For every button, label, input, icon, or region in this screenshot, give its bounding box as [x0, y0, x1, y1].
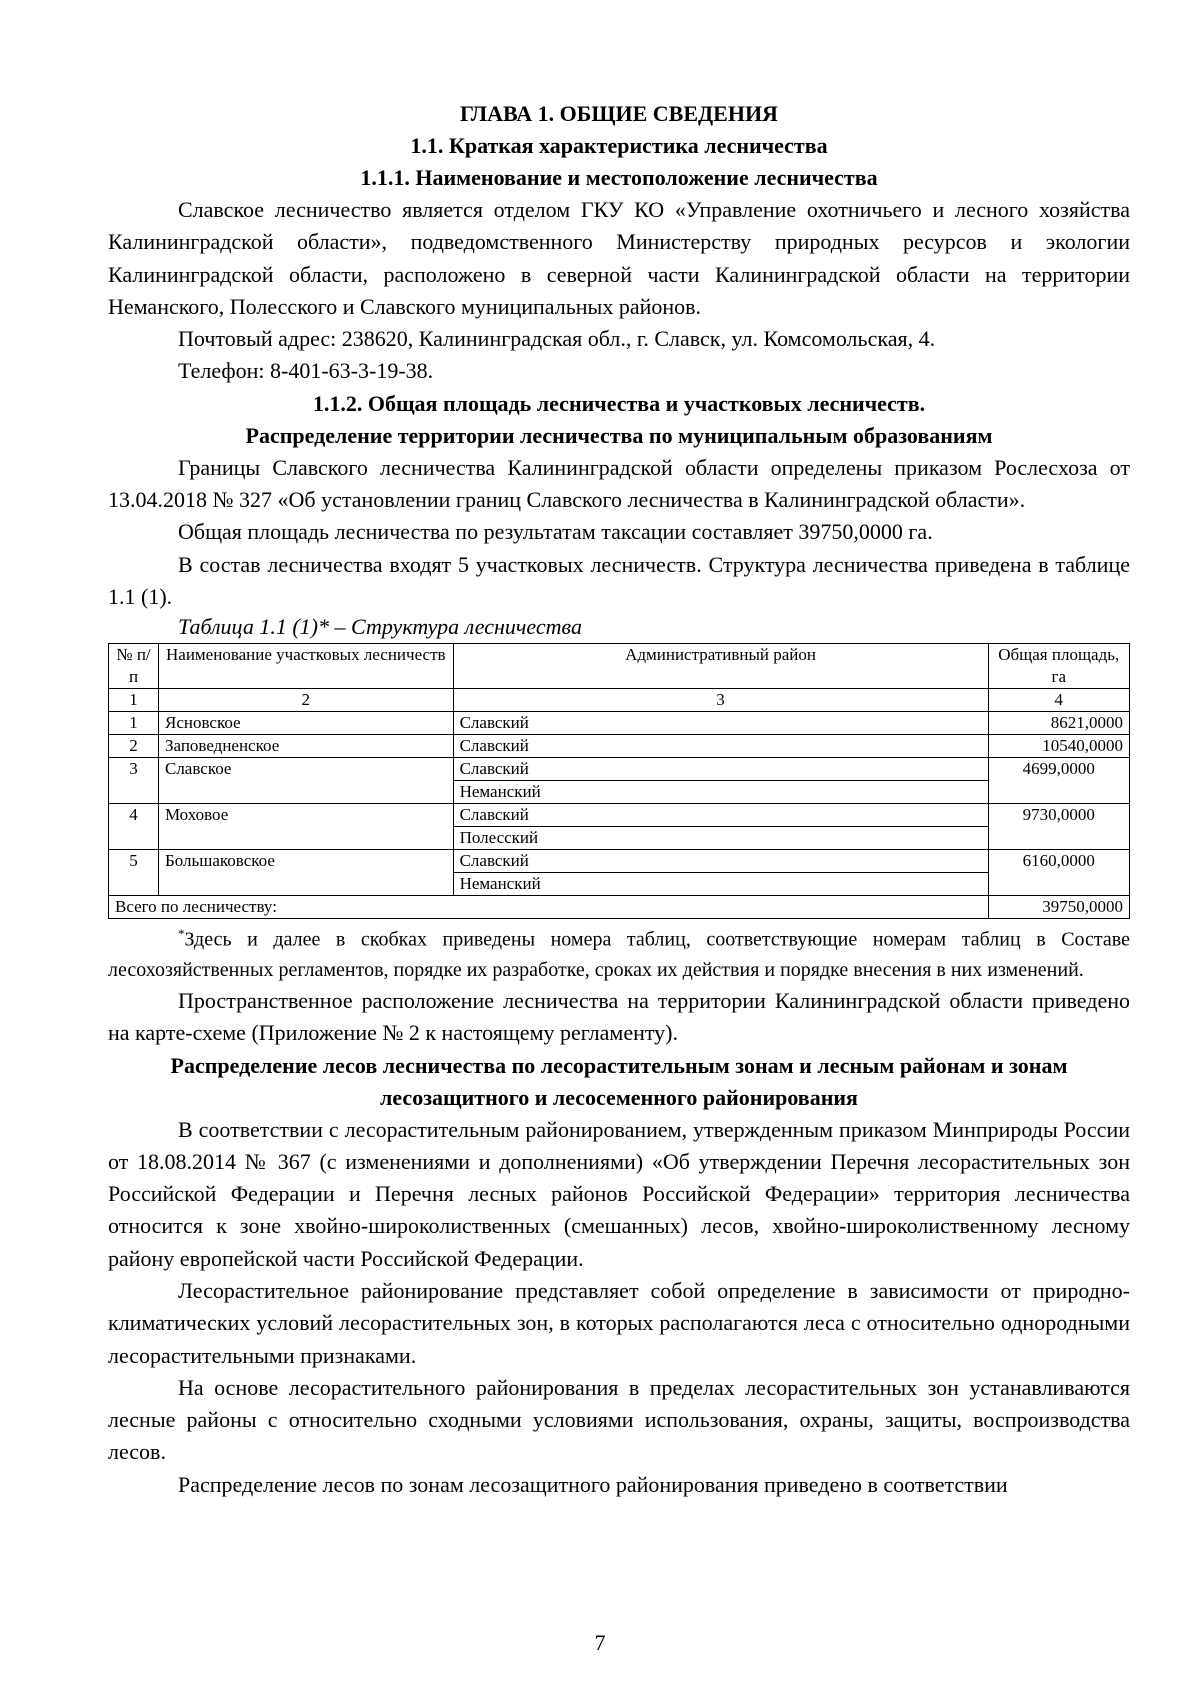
- forestry-name: Славское: [158, 758, 453, 804]
- paragraph-zones-4: Распределение лесов по зонам лесозащитного районирования приведено в соответствии: [178, 1471, 1008, 1497]
- section-title-1-1: 1.1. Краткая характеристика лесничества: [410, 133, 828, 158]
- row-number: 4: [109, 804, 159, 850]
- structure-table: [108, 643, 1130, 919]
- section-subtitle-municipal: Распределение территории лесничества по муниципальным образованиям: [245, 422, 993, 448]
- total-label: Всего по лесничеству:: [109, 896, 989, 919]
- footnote: [108, 919, 1130, 985]
- paragraph-zones-3: На основе лесорастительного районирования в пределах лесорастительных зон устанавливаются лесные районы с относительно сходными условиями использования, охраны, защиты, воспроизводства лесов.: [108, 1374, 1130, 1465]
- district: Славский: [453, 758, 988, 781]
- row-number: 5: [109, 850, 159, 896]
- row-number: 3: [109, 758, 159, 804]
- header-number: № п/п: [109, 644, 159, 689]
- district: Славский: [453, 804, 988, 827]
- paragraph-intro: Славское лесничество является отделом ГКУ КО «Управление охотничьего и лесного хозяйства Калининградской области», подведомственного Министерству природных ресурсов и экологии Калининградской области, расположено в северной части Калининградской области на территории Неманского, Полесского и Славского муниципальных районов.: [108, 197, 1130, 319]
- section-title-1-1-2: 1.1.2. Общая площадь лесничества и участковых лесничеств.: [312, 390, 926, 416]
- table-total-row: [109, 896, 1130, 919]
- paragraph-structure: В состав лесничества входят 5 участковых лесничеств. Структура лесничества приведена в таблице 1.1 (1).: [108, 551, 1130, 609]
- forestry-name: Большаковское: [158, 850, 453, 896]
- table-row: [109, 712, 1130, 735]
- col-number-4: 4: [988, 689, 1129, 712]
- total-area: 39750,0000: [988, 896, 1129, 919]
- table-caption: Таблица 1.1 (1)* – Структура лесничества: [178, 614, 582, 640]
- header-district: Административный район: [453, 644, 988, 689]
- table-column-numbers-row: [109, 689, 1130, 712]
- table-row: [109, 758, 1130, 781]
- area-value: 8621,0000: [988, 712, 1129, 735]
- district: Неманский: [453, 781, 988, 804]
- paragraph-map: Пространственное расположение лесничества на территории Калининградской области приведено на карте-схеме (Приложение № 2 к настоящему регламенту).: [108, 987, 1130, 1046]
- col-number-3: 3: [453, 689, 988, 712]
- header-area: Общая площадь, га: [988, 644, 1129, 689]
- table-row: [109, 735, 1130, 758]
- forestry-name: Заповедненское: [158, 735, 453, 758]
- district: Славский: [453, 850, 988, 873]
- district: Полесский: [453, 827, 988, 850]
- chapter-title: ГЛАВА 1. ОБЩИЕ СВЕДЕНИЯ: [460, 101, 778, 126]
- area-value: 10540,0000: [988, 735, 1129, 758]
- footnote-mark: *: [178, 926, 185, 942]
- section-title-1-1-1: 1.1.1. Наименование и местоположение лесничества: [360, 165, 878, 190]
- table-header-row: [109, 644, 1130, 689]
- header-name: Наименование участковых лесничеств: [158, 644, 453, 689]
- paragraph-area: Общая площадь лесничества по результатам таксации составляет 39750,0000 га.: [178, 519, 933, 545]
- district: Славский: [453, 712, 988, 735]
- row-number: 2: [109, 735, 159, 758]
- phone-number: Телефон: 8-401-63-3-19-38.: [178, 358, 434, 384]
- row-number: 1: [109, 712, 159, 735]
- forestry-name: Ясновское: [158, 712, 453, 735]
- paragraph-zones-2: Лесорастительное районирование представляет собой определение в зависимости от природно-климатических условий лесорастительных зон, в которых располагаются леса с относительно однородными лесорастительными признаками.: [108, 1278, 1130, 1368]
- area-value: 6160,0000: [988, 850, 1129, 896]
- area-value: 9730,0000: [988, 804, 1129, 850]
- document-page: [108, 90, 1130, 1501]
- page-number: 7: [594, 1630, 606, 1655]
- paragraph-zones-1: В соответствии с лесорастительным районированием, утвержденным приказом Минприроды России от 18.08.2014 № 367 (с изменениями и дополнениями) «Об утверждении Перечня лесорастительных зон Российской Федерации и Перечня лесных районов Российской Федерации» территория лесничества относится к зоне хвойно-широколиственных (смешанных) лесов, хвойно-широколиственному лесному району европейской части Российской Федерации.: [108, 1116, 1130, 1271]
- col-number-2: 2: [158, 689, 453, 712]
- col-number-1: 1: [109, 689, 159, 712]
- district: Славский: [453, 735, 988, 758]
- section-title-zones: Распределение лесов лесничества по лесорастительным зонам и лесным районам и зонам лесозащитного и лесосеменного районирования: [170, 1052, 1068, 1110]
- paragraph-borders: Границы Славского лесничества Калининградской области определены приказом Рослесхоза от 13.04.2018 № 327 «Об установлении границ Славского лесничества в Калининградской области».: [108, 454, 1130, 513]
- district: Неманский: [453, 873, 988, 896]
- area-value: 4699,0000: [988, 758, 1129, 804]
- table-row: [109, 850, 1130, 873]
- postal-address: Почтовый адрес: 238620, Калининградская обл., г. Славск, ул. Комсомольская, 4.: [178, 326, 936, 352]
- forestry-name: Моховое: [158, 804, 453, 850]
- table-row: [109, 804, 1130, 827]
- footnote-text: Здесь и далее в скобках приведены номера таблиц, соответствующие номерам таблиц в Составе лесохозяйственных регламентов, порядке их разработке, сроках их действия и порядке внесения в них изменений.: [108, 928, 1130, 981]
